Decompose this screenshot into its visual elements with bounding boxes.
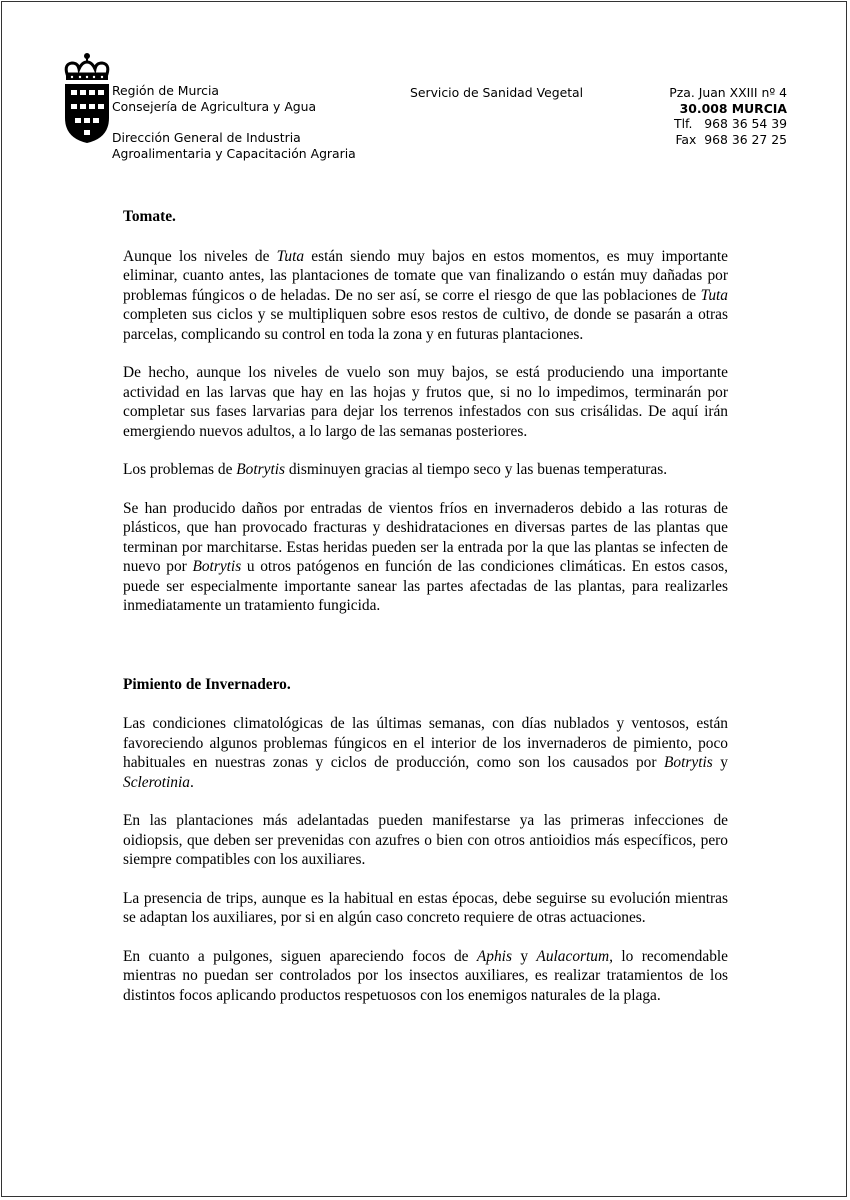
address-block	[669, 85, 787, 147]
text-run: disminuyen gracias al tiempo seco y las buenas temperaturas.	[285, 461, 668, 478]
text-run: lo recomendable mientras no puedan ser controlados por los insectos auxiliares, es realizar tratamientos de los distintos focos aplicando productos respetuosos con los enemigos naturales de la plaga.	[123, 947, 729, 1004]
paragraph: De hecho, aunque los niveles de vuelo son muy bajos, se está produciendo una importante actividad en las larvas que hay en las hojas y frutos que, si no lo impedimos, terminarán por completar sus fases larvarias para dejar los terrenos infestados con sus crisálidas. De aquí irán emergiendo nuevos adultos, a lo largo de las semanas posteriores.	[123, 364, 728, 440]
address-city: 30.008 MURCIA	[679, 100, 787, 116]
species-name: Tuta	[276, 247, 305, 265]
species-name: Botrytis	[236, 461, 286, 478]
paragraph	[123, 714, 728, 792]
text-run: u otros patógenos en función de las condiciones climáticas. En estos casos, puede ser especialmente importante sanear las partes afectadas de las plantas, para realizarles inmediatamente un tratamiento fungicida.	[123, 558, 728, 614]
dept-line-1: Dirección General de Industria	[112, 130, 301, 145]
text-run: Los problemas de	[123, 461, 237, 478]
text-run: y	[712, 754, 729, 771]
section-title-pimiento: Pimiento de Invernadero.	[123, 675, 291, 693]
org-ministry: Consejería de Agricultura y Agua	[112, 98, 317, 114]
service-name: Servicio de Sanidad Vegetal	[410, 85, 584, 100]
organization-name	[112, 83, 316, 114]
species-name: Aphis	[476, 947, 512, 965]
paragraph	[123, 247, 728, 345]
species-name: Tuta	[700, 286, 728, 304]
text-run: Las condiciones climatológicas de las últimas semanas, con días nublados y ventosos, están favoreciendo algunos problemas fúngicos en el interior de los invernaderos de pimiento, poco habituales en nuestras zonas y ciclos de producción, como son los causados por	[123, 715, 728, 771]
paragraph	[123, 947, 728, 1006]
document-body	[123, 207, 728, 1024]
species-name: Botrytis	[192, 558, 242, 575]
text-run: .	[189, 773, 194, 791]
species-name: Aulacortum,	[536, 947, 613, 965]
fax-number: Fax 968 36 27 25	[675, 131, 787, 147]
department-name	[112, 130, 356, 161]
coat-of-arms-icon	[62, 52, 112, 144]
org-region: Región de Murcia	[112, 83, 219, 98]
species-name: Botrytis	[664, 754, 713, 771]
text-run: En cuanto a pulgones, siguen apareciendo focos de	[123, 947, 477, 965]
document-page	[1, 1, 847, 1197]
paragraph	[123, 460, 728, 480]
phone-number: Tlf. 968 36 54 39	[674, 116, 787, 131]
text-run: Se han producido daños por entradas de vientos fríos en invernaderos debido a las roturas de plásticos, que han provocado fracturas y deshidrataciones en diversas partes de las plantas que terminan por marchitarse. Estas heridas pueden ser la entrada por la que las plantas se infecten de nuevo por	[123, 499, 728, 575]
dept-line-2: Agroalimentaria y Capacitación Agraria	[112, 145, 356, 161]
paragraph	[123, 499, 728, 616]
species-name: Sclerotinia	[123, 773, 190, 791]
text-run: están siendo muy bajos en estos momentos, es muy importante eliminar, cuanto antes, las plantaciones de tomate que van finalizando o están muy dañadas por problemas fúngicos o de heladas. De no ser así, se corre el riesgo de que las poblaciones de	[123, 247, 728, 304]
section-title-tomate: Tomate.	[123, 208, 176, 225]
letterhead	[2, 2, 848, 172]
address-street: Pza. Juan XXIII nº 4	[669, 85, 787, 100]
paragraph: En las plantaciones más adelantadas pueden manifestarse ya las primeras infecciones de oidiopsis, que deben ser prevenidas con azufres o bien con otros antioidios más específicos, pero siempre compatibles con los auxiliares.	[123, 812, 728, 868]
text-run: y	[511, 947, 537, 965]
paragraph: La presencia de trips, aunque es la habitual en estas épocas, debe seguirse su evolución mientras se adaptan los auxiliares, por si en algún caso concreto requiere de otras actuaciones.	[123, 889, 728, 926]
section-spacer	[123, 635, 728, 675]
text-run: completen sus ciclos y se multipliquen sobre esos restos de cultivo, de donde se pasarán a otras parcelas, complicando su control en toda la zona y en futuras plantaciones.	[123, 306, 728, 343]
text-run: Aunque los niveles de	[123, 247, 277, 265]
